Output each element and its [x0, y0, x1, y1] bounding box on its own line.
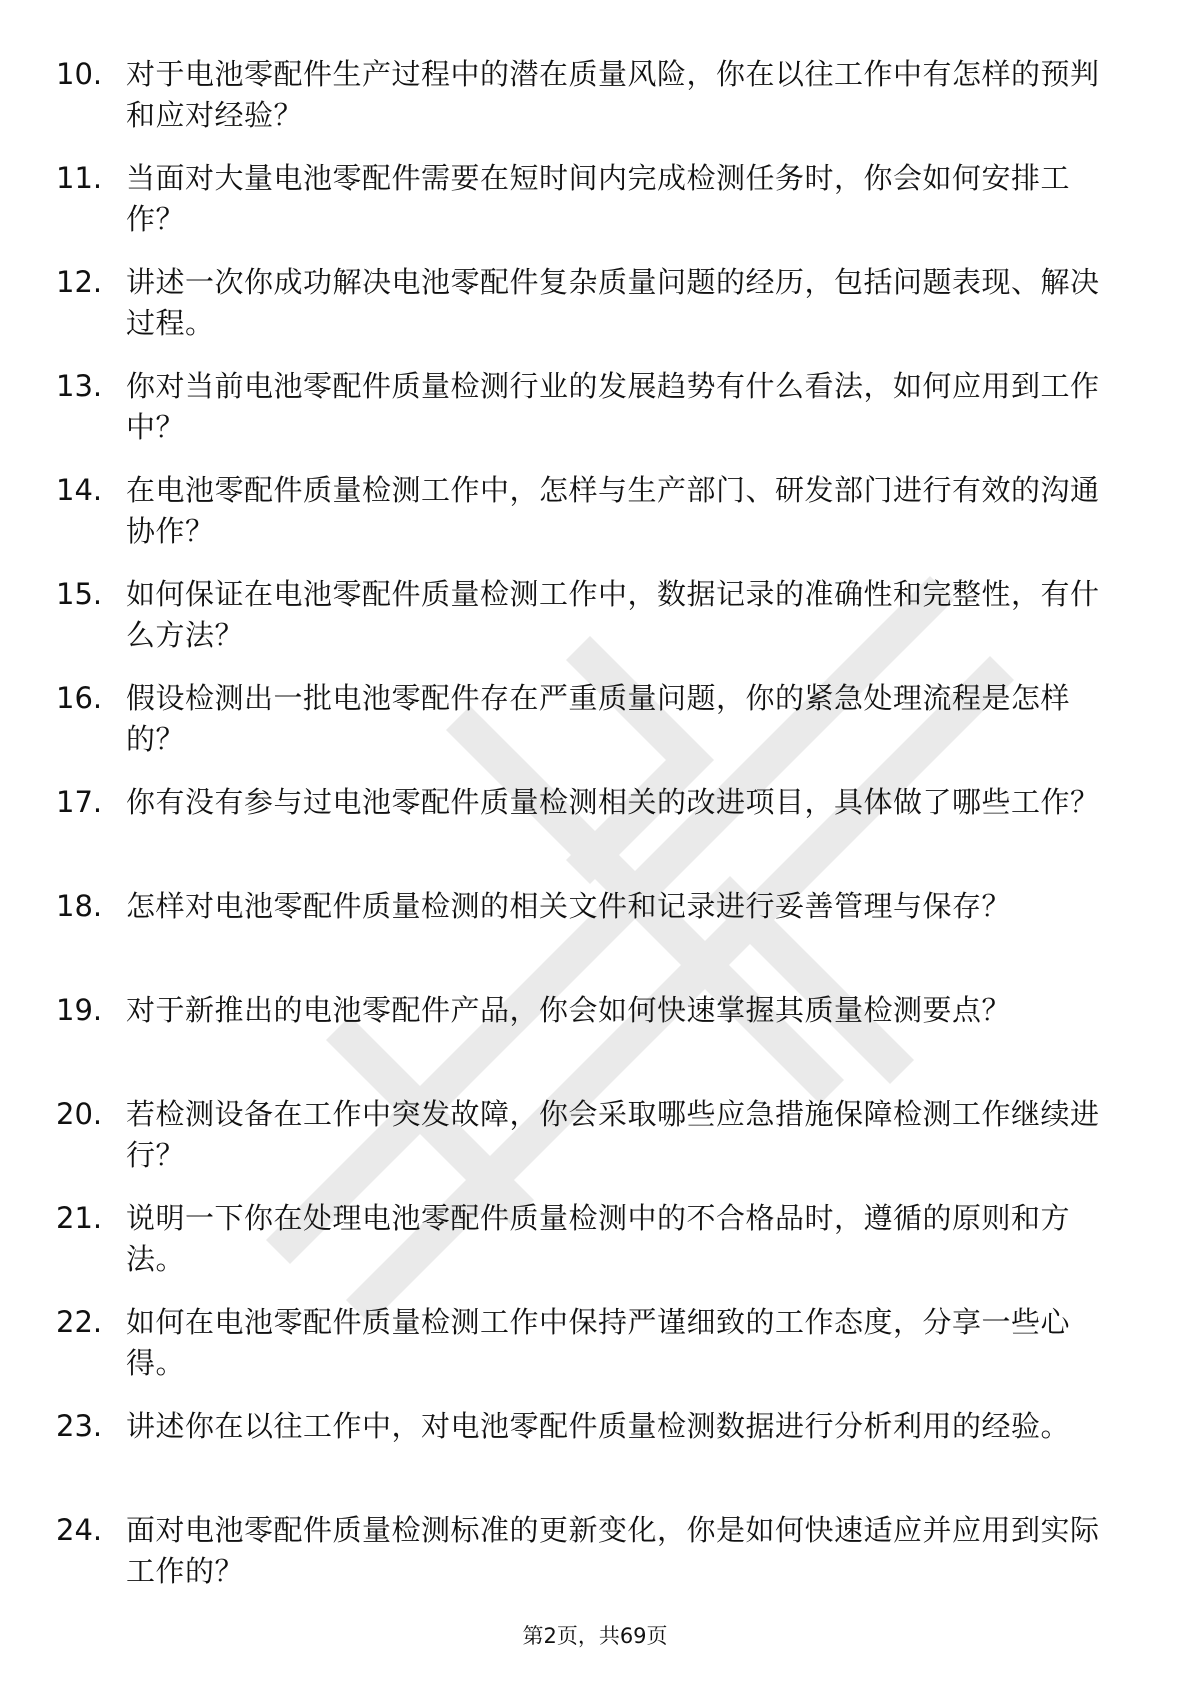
- question-text: 你有没有参与过电池零配件质量检测相关的改进项目，具体做了哪些工作？: [126, 785, 1100, 819]
- list-item: [56, 1504, 1116, 1608]
- question-text: 对于新推出的电池零配件产品，你会如何快速掌握其质量检测要点？: [126, 993, 1012, 1027]
- list-item: [56, 48, 1116, 152]
- list-item: [56, 152, 1116, 256]
- question-text: 你对当前电池零配件质量检测行业的发展趋势有什么看法，如何应用到工作中？: [126, 369, 1100, 444]
- question-number: 11.: [56, 161, 103, 195]
- question-text: 如何在电池零配件质量检测工作中保持严谨细致的工作态度，分享一些心得。: [126, 1305, 1071, 1380]
- question-number: 14.: [56, 473, 103, 507]
- list-item: [56, 568, 1116, 672]
- question-number: 18.: [56, 889, 103, 923]
- question-text: 讲述一次你成功解决电池零配件复杂质量问题的经历，包括问题表现、解决过程。: [126, 265, 1100, 340]
- question-number: 22.: [56, 1305, 103, 1339]
- list-item: [56, 672, 1116, 776]
- list-item: [56, 984, 1116, 1088]
- question-number: 20.: [56, 1097, 103, 1131]
- question-number: 16.: [56, 681, 103, 715]
- list-item: [56, 776, 1116, 880]
- question-number: 21.: [56, 1201, 103, 1235]
- list-item: [56, 360, 1116, 464]
- list-item: [56, 1192, 1116, 1296]
- list-item: [56, 880, 1116, 984]
- question-text: 若检测设备在工作中突发故障，你会采取哪些应急措施保障检测工作继续进行？: [126, 1097, 1100, 1172]
- list-item: [56, 464, 1116, 568]
- question-text: 当面对大量电池零配件需要在短时间内完成检测任务时，你会如何安排工作？: [126, 161, 1071, 236]
- list-item: [56, 1088, 1116, 1192]
- question-number: 12.: [56, 265, 103, 299]
- question-number: 13.: [56, 369, 103, 403]
- question-text: 假设检测出一批电池零配件存在严重质量问题，你的紧急处理流程是怎样的？: [126, 681, 1071, 756]
- list-item: [56, 1296, 1116, 1400]
- question-number: 17.: [56, 785, 103, 819]
- list-item: [56, 1400, 1116, 1504]
- question-number: 23.: [56, 1409, 103, 1443]
- question-text: 对于电池零配件生产过程中的潜在质量风险，你在以往工作中有怎样的预判和应对经验？: [126, 57, 1100, 132]
- list-item: [56, 256, 1116, 360]
- question-number: 10.: [56, 57, 103, 91]
- question-number: 19.: [56, 993, 103, 1027]
- question-text: 如何保证在电池零配件质量检测工作中，数据记录的准确性和完整性，有什么方法？: [126, 577, 1100, 652]
- question-number: 24.: [56, 1513, 103, 1547]
- page-footer: 第2页，共69页: [522, 1624, 668, 1648]
- question-text: 在电池零配件质量检测工作中，怎样与生产部门、研发部门进行有效的沟通协作？: [126, 473, 1100, 548]
- question-text: 讲述你在以往工作中，对电池零配件质量检测数据进行分析利用的经验。: [126, 1409, 1071, 1443]
- question-text: 怎样对电池零配件质量检测的相关文件和记录进行妥善管理与保存？: [126, 889, 1012, 923]
- question-list: [56, 48, 1116, 1608]
- question-text: 面对电池零配件质量检测标准的更新变化，你是如何快速适应并应用到实际工作的？: [126, 1513, 1100, 1588]
- question-text: 说明一下你在处理电池零配件质量检测中的不合格品时，遵循的原则和方法。: [126, 1201, 1071, 1276]
- question-number: 15.: [56, 577, 103, 611]
